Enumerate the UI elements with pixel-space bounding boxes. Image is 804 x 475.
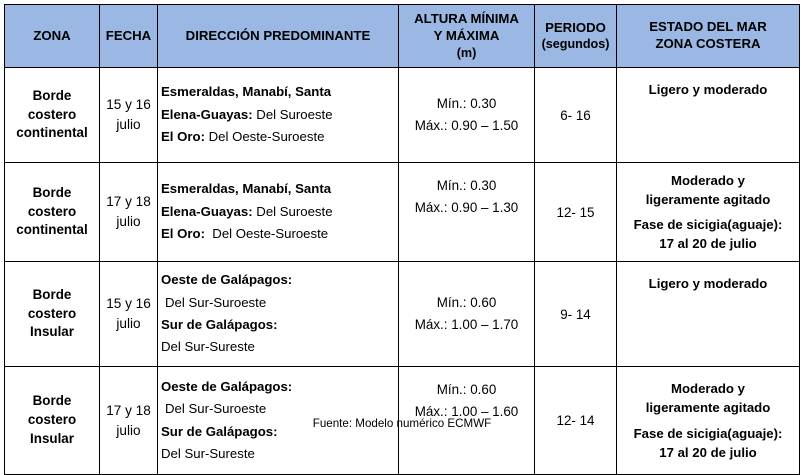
zona-line: continental [16, 125, 88, 141]
estado-cell: Ligero y moderado [617, 68, 800, 163]
header-periodo-line2: (segundos) [541, 37, 610, 52]
altura-max: Máx.: 1.00 – 1.70 [414, 317, 519, 332]
region-label: Sur de Galápagos: [161, 317, 278, 332]
direction-text: Del Suroeste [252, 106, 333, 122]
periodo-cell: 9- 14 [535, 262, 617, 367]
altura-max: Máx.: 0.90 – 1.50 [414, 118, 519, 133]
altura-cell [399, 163, 535, 262]
header-altura-line1: ALTURA MÍNIMA [414, 11, 519, 27]
direccion-cell [158, 68, 399, 163]
fase-line: Fase de sicigia(aguaje): [633, 425, 783, 441]
header-zona: ZONA [5, 5, 100, 68]
header-fecha: FECHA [100, 5, 158, 68]
periodo-cell: 6- 16 [535, 68, 617, 163]
zona-line: costero [27, 412, 77, 428]
header-estado-line1: ESTADO DEL MAR [649, 19, 767, 35]
table-row [5, 68, 800, 163]
region-label: Oeste de Galápagos: [161, 378, 293, 394]
table-row [5, 163, 800, 262]
region-label: Sur de Galápagos: [161, 423, 278, 439]
region-label: Oeste de Galápagos: [161, 272, 293, 288]
estado-cell: Ligero y moderado [617, 262, 800, 367]
wave-forecast-table [4, 4, 800, 475]
fecha-line: 15 y 16 [106, 97, 151, 113]
estado-cell [617, 163, 800, 262]
estado-line: ligeramente agitado [645, 400, 771, 416]
direction-text: Del Sur-Suroeste [165, 401, 267, 417]
header-periodo [535, 5, 617, 68]
zona-line: costero [27, 203, 77, 219]
altura-min: Mín.: 0.30 [436, 178, 497, 193]
estado-line: Moderado y [670, 381, 745, 397]
header-altura-line2: Y MÁXIMA [433, 27, 500, 43]
fecha-line: julio [116, 117, 141, 132]
region-label: Esmeraldas, Manabí, Santa [161, 84, 332, 100]
zona-line: costero [27, 305, 77, 321]
altura-max: Máx.: 0.90 – 1.30 [414, 200, 519, 216]
fase-line: 17 al 20 de julio [659, 236, 757, 252]
zona-line: costero [27, 106, 77, 122]
fecha-cell [100, 163, 158, 262]
zona-line: Borde [32, 184, 72, 200]
direction-text: Del Sur-Sureste [161, 445, 255, 461]
altura-cell [399, 68, 535, 163]
fecha-line: 17 y 18 [106, 194, 151, 210]
zona-line: Borde [32, 286, 72, 302]
direccion-cell [158, 262, 399, 367]
altura-min: Mín.: 0.60 [436, 294, 497, 310]
region-label: Esmeraldas, Manabí, Santa [161, 181, 332, 197]
source-caption: Fuente: Modelo numérico ECMWF [312, 417, 492, 430]
fase-line: Fase de sicigia(aguaje): [633, 217, 783, 232]
header-estado [617, 5, 800, 68]
fecha-line: 17 y 18 [106, 402, 151, 418]
altura-min: Mín.: 0.30 [436, 95, 497, 111]
altura-max: Máx.: 1.00 – 1.60 [414, 404, 519, 420]
zona-line: Insular [30, 324, 74, 340]
periodo-cell: 12- 15 [535, 163, 617, 262]
zona-cell [5, 163, 100, 262]
fecha-cell [100, 262, 158, 367]
direction-text: Del Suroeste [252, 203, 333, 219]
header-altura [399, 5, 535, 68]
region-label: Elena-Guayas: [161, 106, 253, 122]
header-periodo-line1: PERIODO [545, 19, 606, 35]
fecha-line: julio [116, 422, 141, 438]
fecha-line: julio [116, 316, 141, 331]
header-direccion: DIRECCIÓN PREDOMINANTE [158, 5, 399, 68]
fecha-line: 15 y 16 [106, 296, 151, 312]
header-estado-line2: ZONA COSTERA [655, 36, 761, 51]
estado-line: ligeramente agitado [645, 191, 771, 207]
direction-text: Del Sur-Sureste [161, 339, 255, 355]
zona-line: Insular [30, 430, 74, 446]
region-label: El Oro: [161, 129, 205, 145]
fase-line: 17 al 20 de julio [659, 444, 757, 460]
zona-line: Borde [32, 87, 72, 103]
fecha-line: julio [116, 214, 141, 229]
periodo-cell: 12- 14 [535, 367, 617, 475]
fecha-cell [100, 68, 158, 163]
altura-cell [399, 262, 535, 367]
zona-line: continental [16, 222, 88, 238]
fase-sicigia [617, 215, 799, 253]
altura-min: Mín.: 0.60 [436, 382, 497, 397]
header-row [5, 5, 800, 68]
direccion-cell [158, 163, 399, 262]
region-label: El Oro: [161, 226, 205, 242]
zona-cell [5, 68, 100, 163]
direction-text: Del Oeste-Suroeste [204, 226, 329, 242]
header-altura-unit: (m) [456, 45, 477, 60]
direction-text: Del Sur-Suroeste [165, 294, 267, 310]
region-label: Elena-Guayas: [161, 203, 253, 219]
direction-text: Del Oeste-Suroeste [204, 129, 325, 145]
estado-line: Moderado y [670, 172, 745, 188]
zona-cell [5, 262, 100, 367]
zona-line: Borde [32, 393, 72, 409]
table-row [5, 262, 800, 367]
